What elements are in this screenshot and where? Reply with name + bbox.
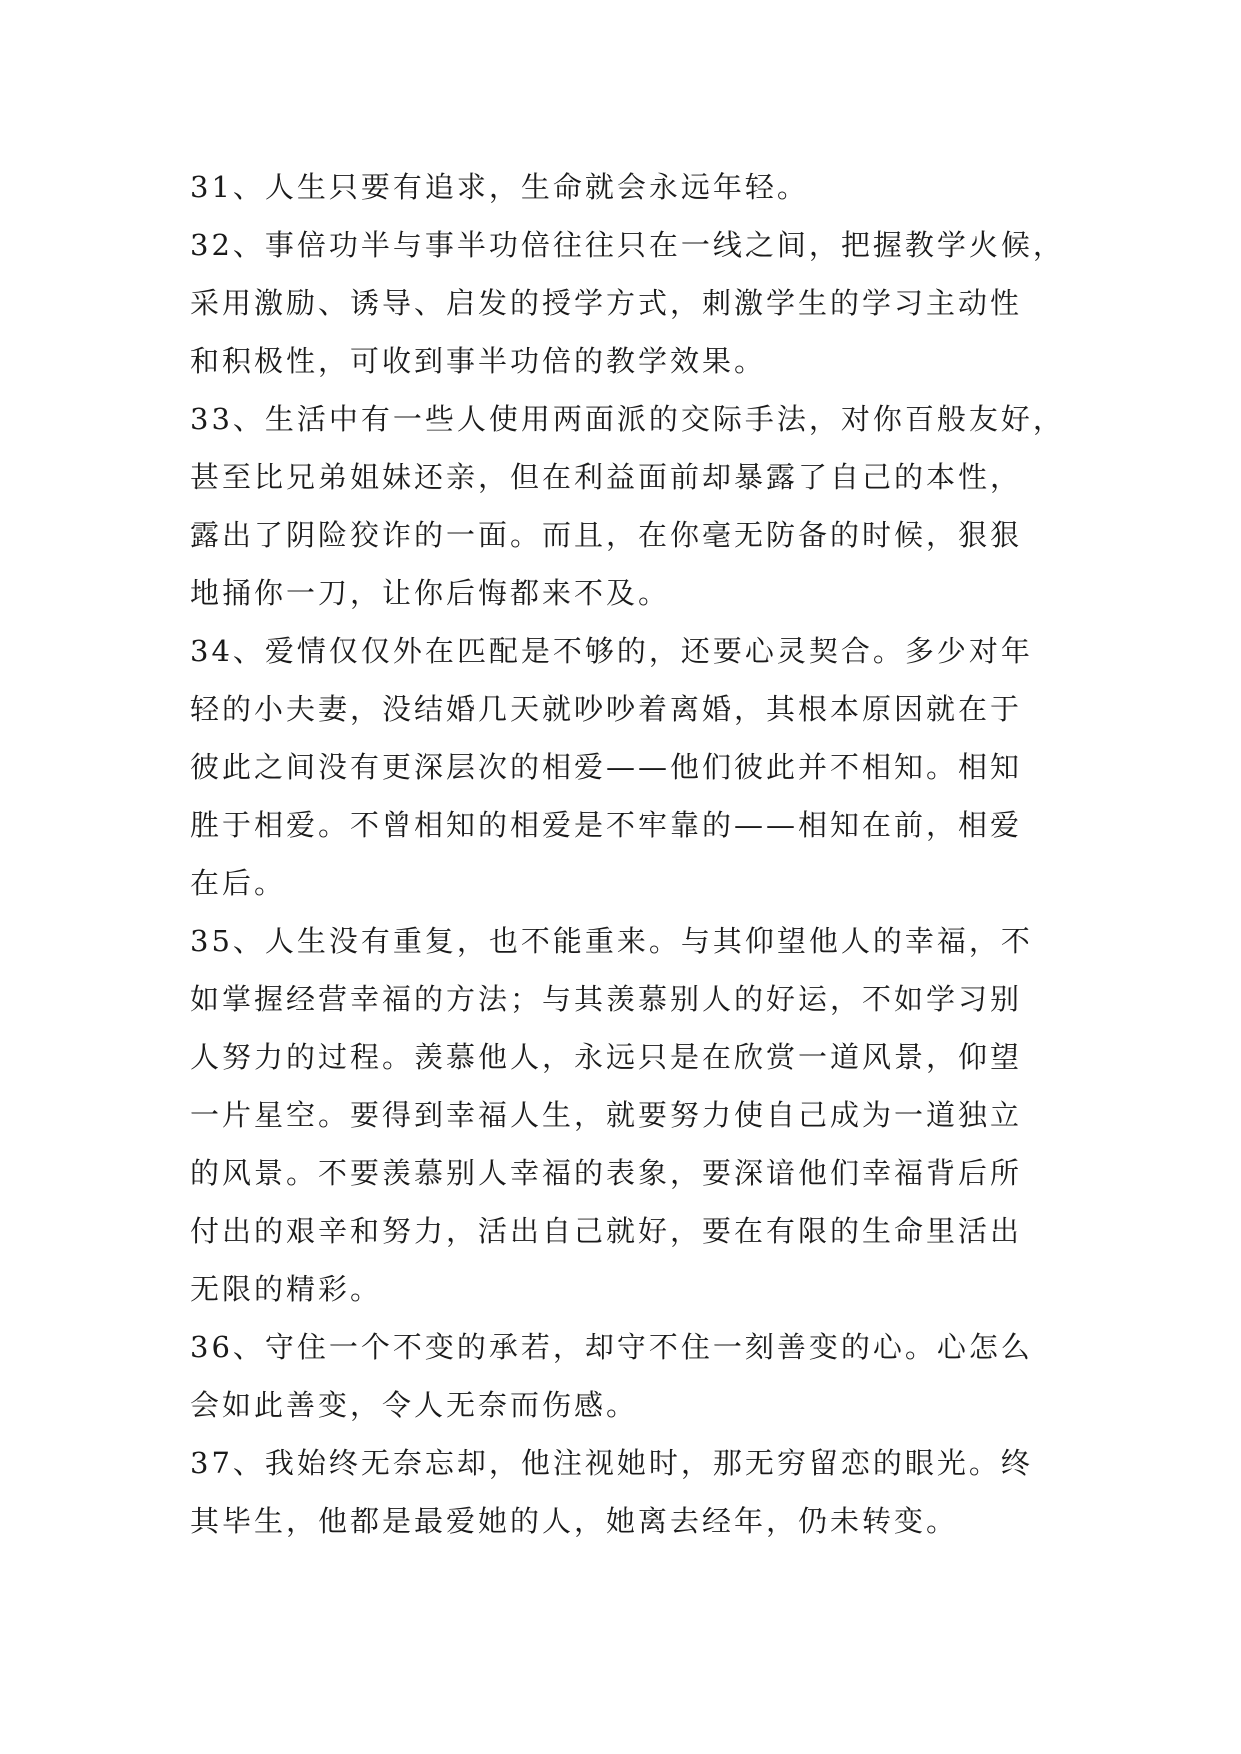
text-line: 其毕生，他都是最爱她的人，她离去经年，仍未转变。	[190, 1504, 959, 1538]
text-line: 34、爱情仅仅外在匹配是不够的，还要心灵契合。多少对年	[190, 634, 1033, 668]
text-line: 如掌握经营幸福的方法；与其羡慕别人的好运，不如学习别	[190, 982, 1023, 1016]
document-body	[190, 158, 1070, 1550]
text-line: 会如此善变，令人无奈而伤感。	[190, 1388, 639, 1422]
text-line: 37、我始终无奈忘却，他注视她时，那无穷留恋的眼光。终	[190, 1446, 1033, 1480]
text-line: 一片星空。要得到幸福人生，就要努力使自己成为一道独立	[190, 1098, 1023, 1132]
text-line: 在后。	[190, 866, 287, 900]
text-line: 胜于相爱。不曾相知的相爱是不牢靠的——相知在前，相爱	[190, 808, 1023, 842]
text-line: 甚至比兄弟姐妹还亲，但在利益面前却暴露了自己的本性，	[190, 460, 1023, 494]
text-line: 无限的精彩。	[190, 1272, 383, 1306]
text-line: 35、人生没有重复，也不能重来。与其仰望他人的幸福，不	[190, 924, 1033, 958]
text-line: 31、人生只要有追求，生命就会永远年轻。	[190, 170, 809, 204]
text-line: 彼此之间没有更深层次的相爱——他们彼此并不相知。相知	[190, 750, 1023, 784]
text-line: 露出了阴险狡诈的一面。而且，在你毫无防备的时候，狠狠	[190, 518, 1023, 552]
text-line: 人努力的过程。羡慕他人，永远只是在欣赏一道风景，仰望	[190, 1040, 1023, 1074]
text-line: 32、事倍功半与事半功倍往往只在一线之间，把握教学火候，	[190, 228, 1065, 262]
text-line: 33、生活中有一些人使用两面派的交际手法，对你百般友好，	[190, 402, 1065, 436]
text-line: 采用激励、诱导、启发的授学方式，刺激学生的学习主动性	[190, 286, 1023, 320]
text-line: 的风景。不要羡慕别人幸福的表象，要深谙他们幸福背后所	[190, 1156, 1023, 1190]
text-line: 轻的小夫妻，没结婚几天就吵吵着离婚，其根本原因就在于	[190, 692, 1023, 726]
text-line: 和积极性，可收到事半功倍的教学效果。	[190, 344, 767, 378]
text-line: 地捅你一刀，让你后悔都来不及。	[190, 576, 671, 610]
text-line: 付出的艰辛和努力，活出自己就好，要在有限的生命里活出	[190, 1214, 1023, 1248]
text-line: 36、守住一个不变的承若，却守不住一刻善变的心。心怎么	[190, 1330, 1033, 1364]
